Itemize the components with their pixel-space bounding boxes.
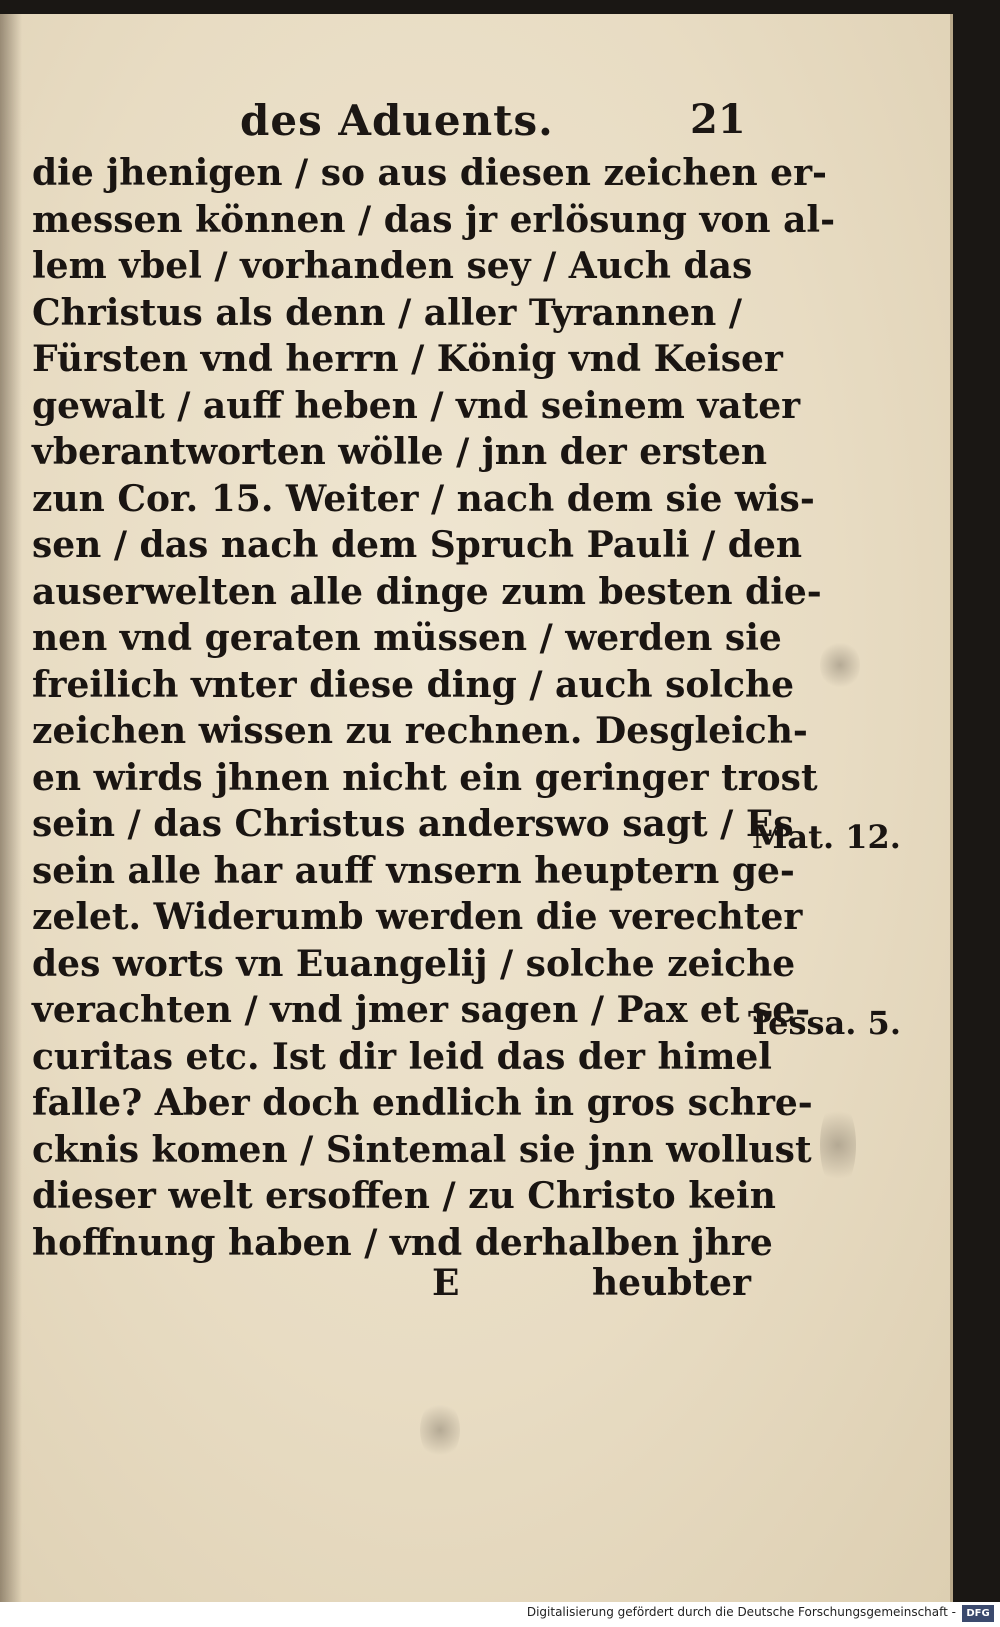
text-line: hoffnung haben / vnd derhalben jhre bbox=[32, 1221, 773, 1264]
text-line: zeichen wissen zu rechnen. Desgleich- bbox=[32, 710, 808, 752]
text-line: freilich vnter diese ding / auch solche bbox=[32, 663, 795, 706]
signature-mark: E bbox=[432, 1262, 460, 1304]
text-line: gewalt / auff heben / vnd seinem vater bbox=[32, 384, 801, 427]
dfg-logo: DFG bbox=[962, 1605, 994, 1622]
text-line: nen vnd geraten müssen / werden sie bbox=[32, 617, 782, 659]
paper-stain bbox=[420, 1400, 460, 1460]
text-line: en wirds jhnen nicht ein geringer trost bbox=[32, 756, 818, 799]
page-number: 21 bbox=[690, 96, 746, 143]
catchword-line bbox=[0, 1262, 950, 1312]
text-line: sein / das Christus anderswo sagt / Es bbox=[32, 803, 794, 845]
spine-shadow bbox=[0, 14, 22, 1602]
text-line: verachten / vnd jmer sagen / Pax et se- bbox=[32, 989, 811, 1031]
text-line: vberantworten wölle / jnn der ersten bbox=[32, 431, 768, 473]
paper-stain bbox=[820, 640, 860, 690]
text-line: zun Cor. 15. Weiter / nach dem sie wis- bbox=[32, 477, 815, 520]
text-line: zelet. Widerumb werden die verechter bbox=[32, 896, 803, 938]
text-line: Fürsten vnd herrn / König vnd Keiser bbox=[32, 338, 783, 380]
text-line: sen / das nach dem Spruch Pauli / den bbox=[32, 524, 803, 566]
text-line: auserwelten alle dinge zum besten die- bbox=[32, 570, 822, 613]
paper-stain bbox=[820, 1100, 856, 1190]
funding-credit: Digitalisierung gefördert durch die Deutsche Forschungsgemeinschaft - bbox=[526, 1605, 956, 1619]
text-line: cknis komen / Sintemal sie jnn wollust bbox=[32, 1128, 812, 1171]
text-line: messen können / das jr erlösung von al- bbox=[32, 198, 836, 241]
text-line: des worts vn Euangelij / solche zeiche bbox=[32, 942, 796, 985]
page-header bbox=[240, 96, 746, 152]
text-line: dieser welt ersoffen / zu Christo kein bbox=[32, 1175, 776, 1217]
running-title: des Aduents. bbox=[240, 96, 554, 145]
text-line: curitas etc. Ist dir leid das der himel bbox=[32, 1035, 772, 1078]
text-line: Christus als denn / aller Tyrannen / bbox=[32, 291, 743, 334]
digitization-footer bbox=[0, 1602, 1000, 1627]
margin-note-mat: Mat. 12. bbox=[752, 818, 901, 856]
text-line: die jhenigen / so aus diesen zeichen er- bbox=[32, 152, 827, 194]
text-line: falle? Aber doch endlich in gros schre- bbox=[32, 1082, 813, 1124]
text-line: sein alle har auff vnsern heuptern ge- bbox=[32, 849, 795, 892]
catchword: heubter bbox=[592, 1262, 751, 1304]
text-line: lem vbel / vorhanden sey / Auch das bbox=[32, 245, 753, 287]
margin-note-tessa: Tessa. 5. bbox=[748, 1004, 901, 1042]
